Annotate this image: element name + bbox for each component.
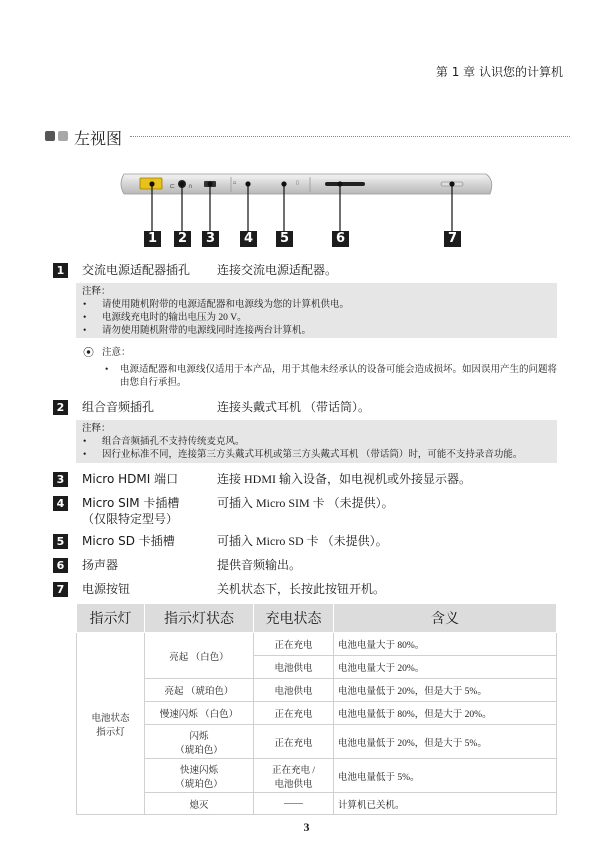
attention-text: • 电源适配器和电源线仅适用于本产品，用于其他未经承认的设备可能会造成损坏。如因误用产生的问题将由您自行承担。 xyxy=(105,364,557,390)
hdmi-port-icon xyxy=(204,181,216,187)
callout-number-7: 7 xyxy=(444,231,461,247)
indicator-line-1: 电池状态 xyxy=(91,713,130,724)
table-header-charge-state: 充电状态 xyxy=(254,604,334,633)
note-2-bullet-1: • 组合音频插孔不支持传统麦克风。 xyxy=(82,436,551,449)
item-name-6: 扬声器 xyxy=(82,558,119,572)
audio-jack-icon xyxy=(178,180,186,188)
callout-number-2: 2 xyxy=(174,231,191,247)
meaning-cell: 电池电量大于 80%。 xyxy=(334,633,557,656)
item-number-2: 2 xyxy=(53,400,68,415)
item-number-7: 7 xyxy=(53,582,68,597)
item-number-4: 4 xyxy=(53,496,68,511)
meaning-cell: 电池电量低于 20%，但是大于 5%。 xyxy=(334,725,557,759)
note-2-bullet-2: • 因行业标准不同，连接第三方头戴式耳机或第三方头戴式耳机 （带话筒）时，可能不支持录音功能。 xyxy=(82,449,551,462)
attention-icon: ⦿ xyxy=(83,347,94,359)
page-number: 3 xyxy=(303,820,310,834)
charge-cell: 正在充电 xyxy=(254,725,334,759)
table-row xyxy=(77,759,557,793)
battery-indicator-table xyxy=(76,603,557,815)
section-title: 左视图 xyxy=(74,129,123,148)
state-line-1: 闪烁 xyxy=(189,731,209,742)
heading-square-dark xyxy=(45,131,55,141)
table-row xyxy=(77,793,557,815)
charge-cell: 电池供电 xyxy=(254,679,334,702)
charge-cell: 正在充电 xyxy=(254,633,334,656)
item-name-4-line-2: （仅限特定型号） xyxy=(82,512,179,526)
item-name-2: 组合音频插孔 xyxy=(82,400,155,414)
svg-text:⊏: ⊏ xyxy=(170,183,176,190)
note-1-bullet-1: • 请使用随机附带的电源适配器和电源线为您的计算机供电。 xyxy=(82,299,551,312)
state-line-2: （琥珀色） xyxy=(175,745,223,756)
item-desc-2: 连接头戴式耳机 （带话筒）。 xyxy=(217,400,371,414)
heading-square-light xyxy=(58,131,68,141)
state-line-2: （琥珀色） xyxy=(175,779,223,790)
meaning-cell: 电池电量低于 5%。 xyxy=(334,759,557,793)
state-cell xyxy=(145,725,254,759)
table-row xyxy=(77,725,557,759)
table-row xyxy=(77,702,557,725)
note-box-2 xyxy=(76,420,557,463)
item-name-1: 交流电源适配器插孔 xyxy=(82,263,191,277)
charge-cell: 电池供电 xyxy=(254,656,334,679)
ac-port-icon xyxy=(140,178,162,189)
charge-cell: —— xyxy=(254,793,334,815)
note-1-bullet-2: • 电源线充电时的输出电压为 20 V。 xyxy=(82,312,551,325)
state-cell: 亮起 （琥珀色） xyxy=(145,679,254,702)
indicator-cell xyxy=(77,633,145,815)
heading-dotted-rule xyxy=(130,136,570,137)
meaning-cell: 计算机已关机。 xyxy=(334,793,557,815)
table-header-indicator: 指示灯 xyxy=(77,604,145,633)
state-line-1: 快速闪烁 xyxy=(179,765,218,776)
laptop-left-side-illustration xyxy=(118,172,496,196)
item-desc-4: 可插入 Micro SIM 卡 （未提供）。 xyxy=(217,496,394,510)
item-name-7: 电源按钮 xyxy=(82,582,131,596)
callout-number-6: 6 xyxy=(332,231,349,247)
indicator-line-2: 指示灯 xyxy=(96,727,125,738)
callout-number-3: 3 xyxy=(202,231,219,247)
item-number-5: 5 xyxy=(53,534,68,549)
note-title-1: 注释： xyxy=(82,287,111,297)
device-body xyxy=(121,174,492,194)
item-desc-3: 连接 HDMI 输入设备，如电视机或外接显示器。 xyxy=(217,472,471,486)
speaker-grille-icon xyxy=(325,182,365,186)
callout-number-5: 5 xyxy=(276,231,293,247)
item-number-1: 1 xyxy=(53,263,68,278)
item-desc-7: 关机状态下，长按此按钮开机。 xyxy=(217,582,386,596)
table-row xyxy=(77,679,557,702)
item-name-3: Micro HDMI 端口 xyxy=(82,472,179,486)
attention-label: 注意： xyxy=(102,348,131,358)
table-row xyxy=(77,633,557,656)
callout-number-4: 4 xyxy=(240,231,257,247)
state-cell xyxy=(145,759,254,793)
charge-line-2: 电池供电 xyxy=(274,779,313,790)
svg-text:∩: ∩ xyxy=(188,183,193,190)
charge-line-1: 正在充电 / xyxy=(271,765,315,776)
svg-text:▯: ▯ xyxy=(296,180,299,186)
item-desc-1: 连接交流电源适配器。 xyxy=(217,263,338,277)
note-title-2: 注释： xyxy=(82,424,111,434)
state-cell: 慢速闪烁 （白色） xyxy=(145,702,254,725)
item-desc-6: 提供音频输出。 xyxy=(217,558,302,572)
state-cell: 熄灭 xyxy=(145,793,254,815)
note-box-1 xyxy=(76,283,557,338)
note-1-bullet-3: • 请勿使用随机附带的电源线同时连接两台计算机。 xyxy=(82,325,551,338)
table-header-meaning: 含义 xyxy=(334,604,557,633)
item-name-4: Micro SIM 卡插槽 xyxy=(82,496,180,510)
svg-text:▫: ▫ xyxy=(233,180,237,186)
chapter-header: 第 1 章 认识您的计算机 xyxy=(435,65,563,79)
item-desc-5: 可插入 Micro SD 卡 （未提供）。 xyxy=(217,534,388,548)
charge-cell: 正在充电 xyxy=(254,702,334,725)
item-name-5: Micro SD 卡插槽 xyxy=(82,534,175,548)
state-cell: 亮起 （白色） xyxy=(145,633,254,679)
meaning-cell: 电池电量低于 20%，但是大于 5%。 xyxy=(334,679,557,702)
section-heading xyxy=(45,126,570,146)
table-header-indicator-state: 指示灯状态 xyxy=(145,604,254,633)
callout-leader-lines xyxy=(0,0,613,250)
meaning-cell: 电池电量大于 20%。 xyxy=(334,656,557,679)
item-number-6: 6 xyxy=(53,558,68,573)
callout-number-1: 1 xyxy=(144,231,161,247)
meaning-cell: 电池电量低于 80%，但是大于 20%。 xyxy=(334,702,557,725)
power-button-icon xyxy=(441,182,463,186)
item-number-3: 3 xyxy=(53,472,68,487)
charge-cell xyxy=(254,759,334,793)
